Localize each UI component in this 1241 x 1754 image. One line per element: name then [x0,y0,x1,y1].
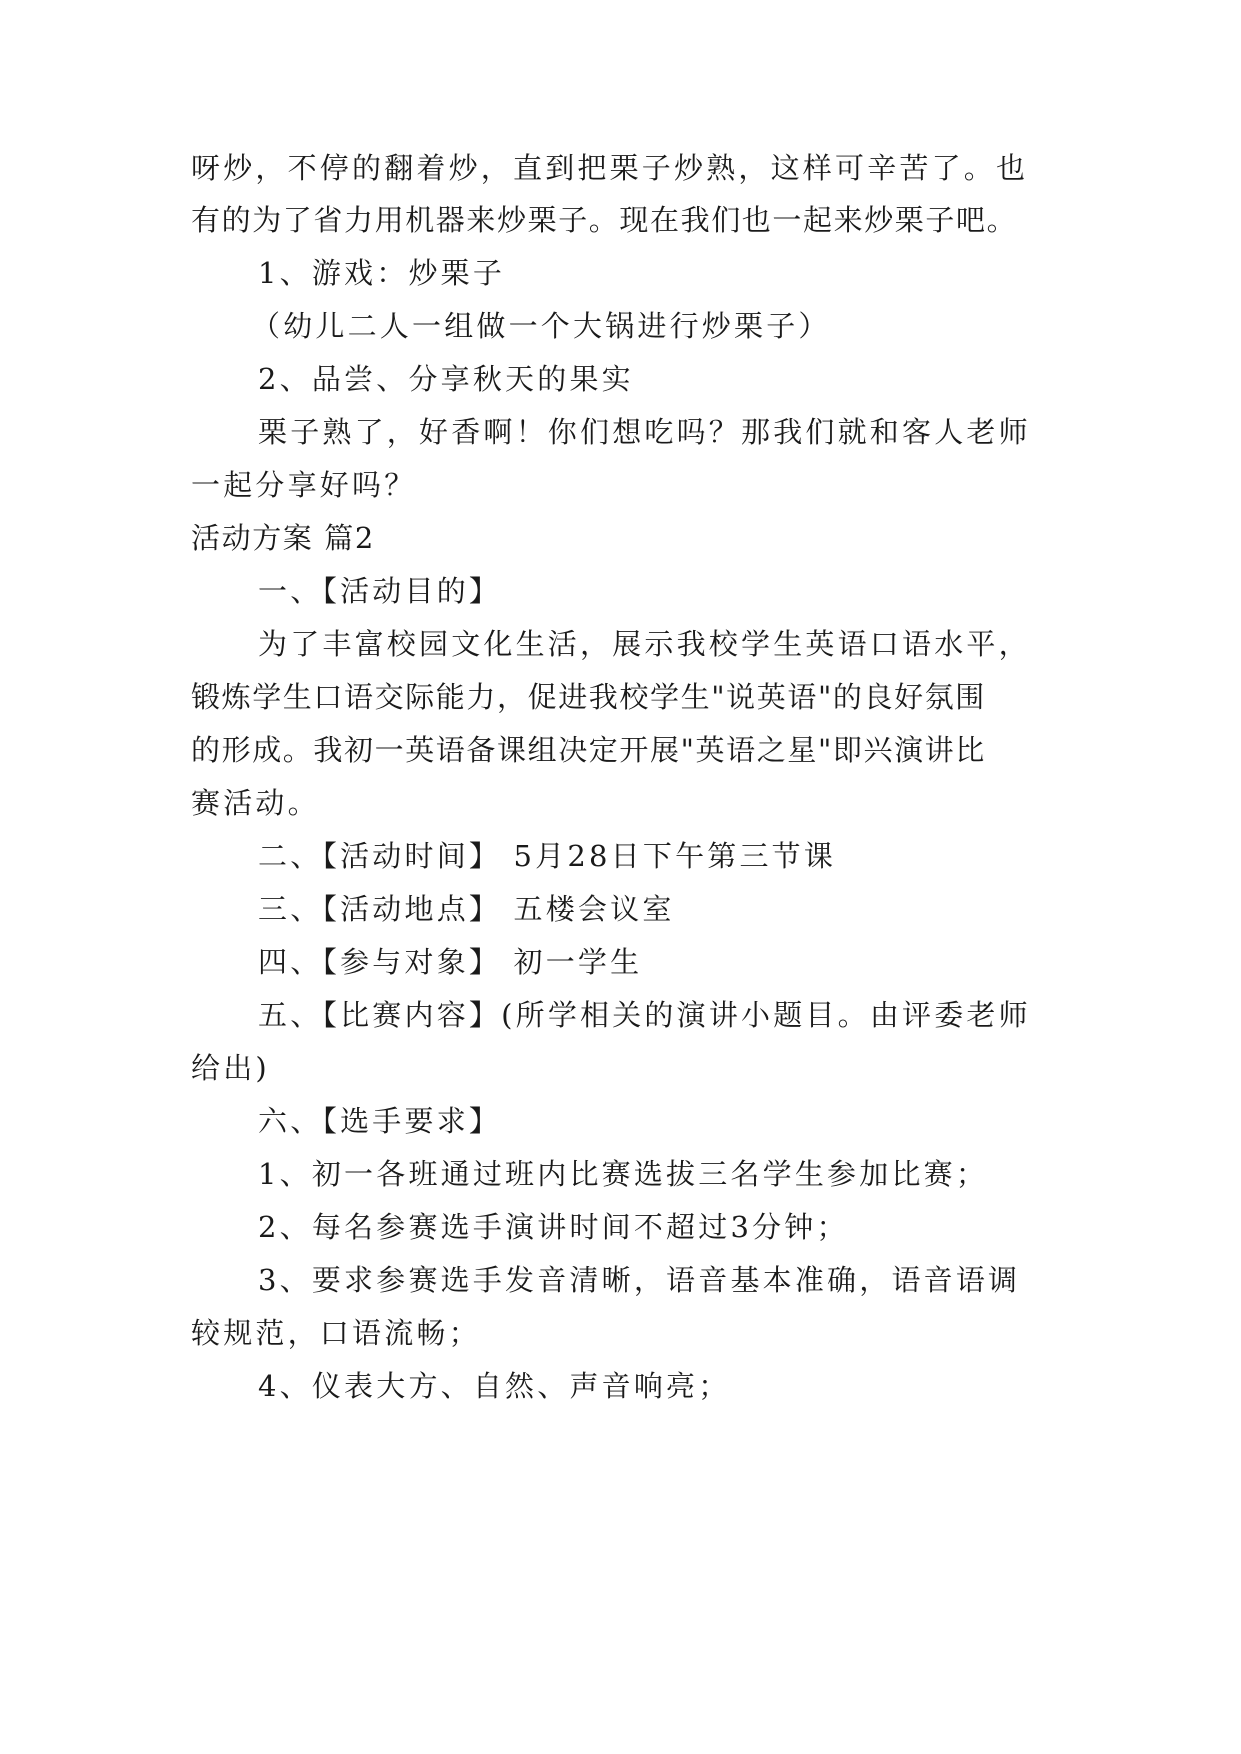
paragraph-line: （幼儿二人一组做一个大锅进行炒栗子） [251,309,831,343]
section-subheading: 六、【选手要求】 [258,1104,502,1138]
section-subheading: 三、【活动地点】 五楼会议室 [258,892,675,926]
list-item: 1、初一各班通过班内比赛选拔三名学生参加比赛； [258,1157,989,1191]
paragraph-line: 有的为了省力用机器来炒栗子。现在我们也一起来炒栗子吧。 [191,203,1018,237]
list-item-game: 1、游戏：炒栗子 [258,256,506,290]
list-item: 2、每名参赛选手演讲时间不超过3分钟； [258,1210,849,1244]
section-subheading: 四、【参与对象】 初一学生 [258,945,643,979]
section-subheading: 五、【比赛内容】(所学相关的演讲小题目。由评委老师 [258,998,1031,1032]
paragraph-line: 一起分享好吗？ [191,468,417,502]
paragraph-line: 的形成。我初一英语备课组决定开展"英语之星"即兴演讲比 [191,733,986,767]
list-item: 3、要求参赛选手发音清晰，语音基本准确，语音语调 [258,1263,1021,1297]
paragraph-line: 较规范，口语流畅； [191,1316,481,1350]
paragraph-line: 为了丰富校园文化生活，展示我校学生英语口语水平， [258,627,1031,661]
list-item-taste: 2、品尝、分享秋天的果实 [258,362,634,396]
paragraph-line: 给出) [191,1051,270,1085]
section-heading: 活动方案 篇2 [191,521,375,555]
section-subheading: 二、【活动时间】 5月28日下午第三节课 [258,839,837,873]
section-subheading: 一、【活动目的】 [258,574,502,608]
paragraph-line: 呀炒，不停的翻着炒，直到把栗子炒熟，这样可辛苦了。也 [191,151,1029,185]
list-item: 4、仪表大方、自然、声音响亮； [258,1369,731,1403]
paragraph-line: 赛活动。 [191,786,320,820]
paragraph-line: 锻炼学生口语交际能力，促进我校学生"说英语"的良好氛围 [191,680,986,714]
paragraph-line: 栗子熟了，好香啊！你们想吃吗？那我们就和客人老师 [258,415,1031,449]
